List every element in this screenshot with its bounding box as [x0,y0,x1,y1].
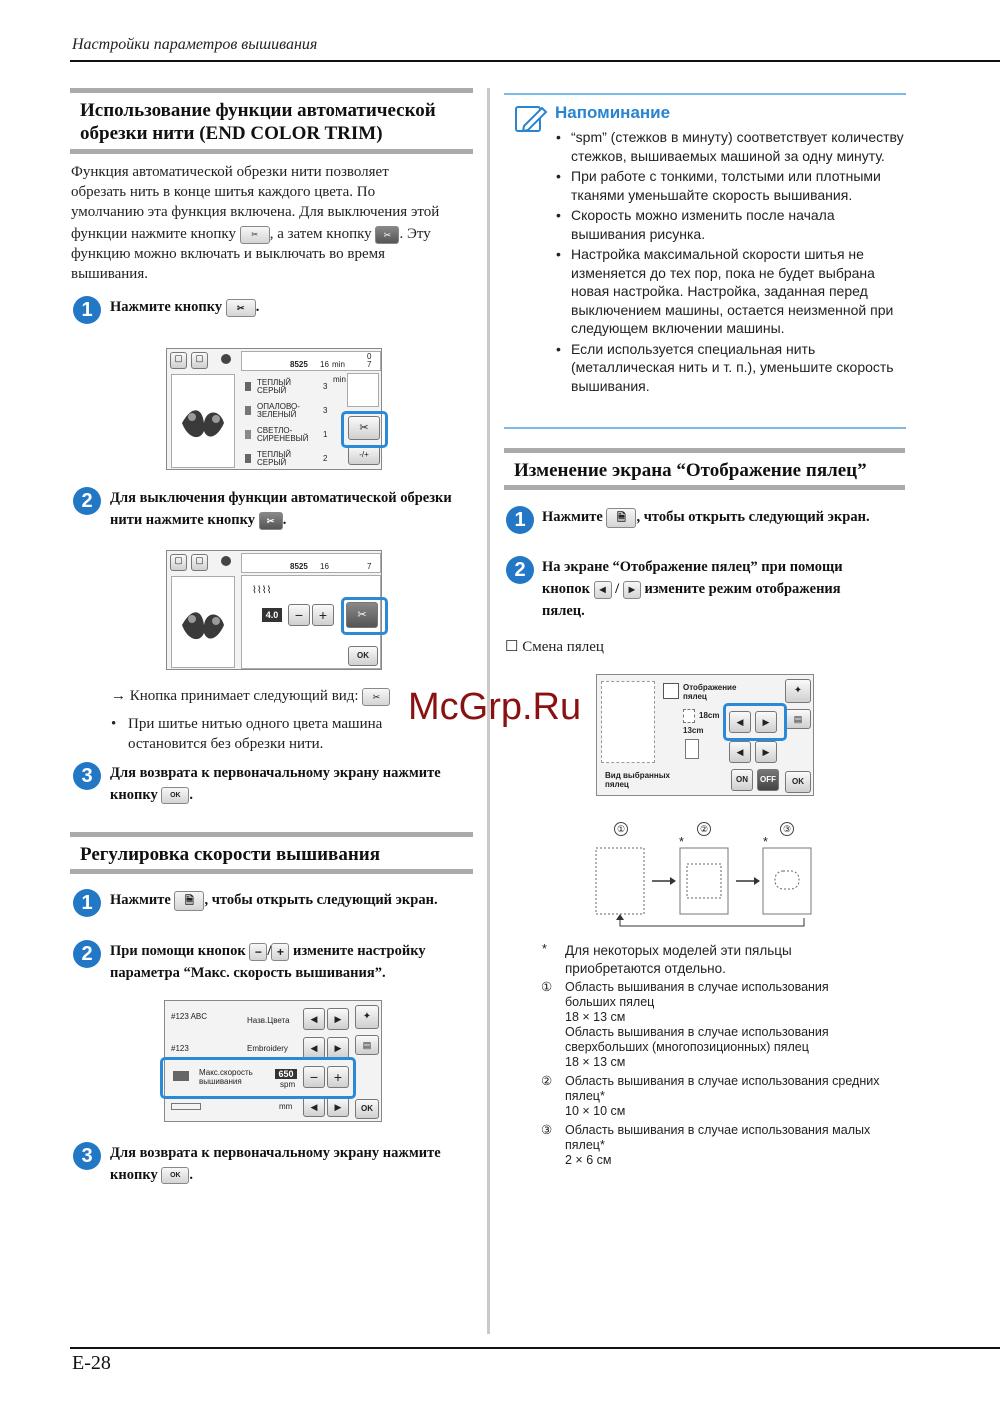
footnote-line: 18 × 13 см [565,1010,626,1024]
color-name: ОПАЛОВО- [257,402,300,411]
minus-button[interactable]: − [303,1066,325,1088]
setting-label: Назв.Цвета [247,1016,290,1025]
step-number: 2 [506,556,534,584]
step-text: / [267,943,272,959]
trim-on-icon: ✂ [375,226,399,244]
highlight-trim-button [341,411,388,448]
settings-row [167,1004,349,1034]
section-title-auto-trim: Использование функции автоматической обрезки нити (END COLOR TRIM) [70,88,473,154]
footnote-line: приобретаются отдельно. [565,961,726,976]
next-button[interactable]: ▶ [755,741,777,763]
pattern-preview [171,576,235,668]
intro-line: умолчанию эта функция включена. Для выключения этой [71,204,440,220]
stitch-counter: 8525 [290,360,308,369]
step-number: 2 [73,940,101,968]
plus-icon: + [271,943,289,961]
small-hoop-frame [763,848,811,914]
step3-text [110,762,475,806]
hoop-size-icon [683,709,695,723]
trim-settings-icon: ✂ [240,226,270,244]
footnote-line: Область вышивания в случае использования малых [565,1123,871,1137]
color-count: 2 [323,454,328,463]
memo-item: • Если используется специальная нить (металлическая нить и т. п.), уменьшите скорость вышивания. [556,340,906,396]
minus-icon: − [249,943,267,961]
prev-button[interactable]: ◀ [303,1097,325,1117]
step-text: При помощи кнопок [110,943,246,959]
butterfly-pattern-icon [172,375,234,467]
speed-value: 650 [275,1069,297,1079]
large-hoop-area [596,848,644,914]
setting-label: вышивания [199,1077,242,1086]
step-text: . [282,512,287,528]
step2-text [110,487,475,531]
prev-button[interactable]: ◀ [729,711,751,733]
plus-button[interactable]: + [312,604,334,626]
ok-button[interactable]: OK [355,1099,379,1119]
arrow-head [754,877,760,885]
step-text: нити нажмите кнопку [110,512,256,528]
on-button[interactable]: ON [731,769,753,791]
diagram-label: ② [697,822,711,836]
step-text: , чтобы открыть следующий экран. [204,892,438,908]
time-remaining: 16 [320,562,329,571]
screen-settings-button[interactable]: ▤ [355,1035,379,1055]
color-row [241,377,341,397]
step-text: . [189,1167,193,1183]
step-text: Нажмите [110,892,171,908]
setting-label: Макс.скорость [199,1068,253,1077]
time-unit: min [332,360,345,369]
step-text: Для выключения функции автоматической обрезки [110,490,452,506]
memo-pencil-icon [514,104,548,134]
color-row [241,401,341,421]
settings-page-icon: 🗎 [606,508,636,528]
color-count: 3 [323,382,328,391]
hoop-height: 13cm [683,726,704,735]
intro-line: Функция автоматической обрезки нити позволяет [71,164,389,180]
footnote-line: сверхбольших (многопозиционных) пялец [565,1040,809,1054]
hoop-preview [601,681,655,763]
intro-line: обрезать нить в конце шитья каждого цвета. По [71,184,376,200]
color-count: 1 [323,430,328,439]
step2-speed-text [110,940,475,984]
next-button[interactable]: ▶ [327,1008,349,1030]
section1-intro [71,162,481,284]
prev-button[interactable]: ◀ [729,741,751,763]
memo-list [556,128,906,397]
footnote-number: ② [541,1074,553,1088]
color-name: ТЕПЛЫЙ [257,378,292,387]
bullet-glyph: • [111,716,117,732]
trim-on-icon: ✂ [259,512,283,530]
footnote-line: 10 × 10 см [565,1104,626,1118]
small-hoop-area [775,871,799,889]
footer-divider [70,1347,1000,1349]
hoop-small-icon [685,739,699,759]
bullet-text: При шитье нитью одного цвета машина [128,716,383,732]
highlight-trim-toggle [341,597,388,635]
color-row [241,425,341,445]
highlight-arrow-buttons [723,703,787,741]
footnote-line: 18 × 13 см [565,1055,626,1069]
pattern-preview [171,374,235,468]
medium-hoop-frame [680,848,728,914]
embroidery-screen-1 [166,348,382,470]
screen-settings-button[interactable]: ▤ [785,709,811,729]
unit-label: mm [279,1102,293,1111]
zigzag-stitch-icon: ⌇⌇⌇⌇ [252,585,272,596]
footnote-1 [565,980,905,1070]
speed-unit: spm [280,1080,296,1089]
speed-unit-label: min [333,375,346,384]
ok-button[interactable]: OK [348,646,378,666]
footnote-line: пялец* [565,1089,605,1103]
step-text: измените настройку [293,943,426,959]
medium-hoop-area [687,864,721,898]
setting-label: пялец [605,780,629,789]
step-text: , чтобы открыть следующий экран. [636,509,870,525]
step-text: пялец. [542,603,585,619]
trim-value-display: 4.0 [262,608,282,622]
trim-off-icon: ✂ [362,688,390,706]
diagram-label: ③ [780,822,794,836]
hoop-width: 18cm [699,711,720,720]
color-name: ТЕПЛЫЙ [257,450,292,459]
diagram-label: ① [614,822,628,836]
footnote-line: Область вышивания в случае использования средних [565,1074,880,1088]
step-text: . [255,299,260,315]
color-name: СЕРЫЙ [257,458,287,467]
footnote-star-text [565,942,792,978]
step-text: Нажмите кнопку [110,299,223,315]
color-name: СЕРЫЙ [257,386,287,395]
step1-speed-text [110,889,438,911]
color-page-count: 7 [367,562,372,571]
step-text: кнопку [110,1167,158,1183]
step1-hoop-text [542,506,870,528]
bobbin-icon [221,556,231,566]
diagram-star: * [679,835,684,849]
color-name: ЗЕЛЕНЫЙ [257,410,297,419]
hoop-sizes-diagram [590,840,820,932]
intro-text: функции нажмите кнопку [71,226,236,242]
setting-label: Отображение [683,683,737,692]
tension-button[interactable]: -/+ [348,445,380,465]
step-text: / [615,581,620,597]
step3-speed-text [110,1142,475,1186]
thread-swatch [245,430,251,439]
footnote-number: ① [541,980,553,994]
footnote-2 [565,1074,910,1119]
memo-title: Напоминание [555,103,671,122]
setting-label: пялец [683,692,707,701]
step-text: Для возврата к первоначальному экрану нажмите [110,1145,441,1161]
step-text: измените режим отображения [644,581,841,597]
step-number: 1 [506,506,534,534]
ok-icon: OK [161,1167,189,1184]
step-text: Нажмите [542,509,603,525]
hoop-icon [663,683,679,699]
next-button[interactable]: ▶ [327,1037,349,1059]
next-button[interactable]: ▶ [327,1097,349,1117]
color-row [241,449,341,469]
off-button[interactable]: OFF [757,769,779,791]
color-count: 3 [323,406,328,415]
footnote-line: Для некоторых моделей эти пяльцы [565,943,792,958]
memo-item: • Настройка максимальной скорости шитья не изменяется до тех пор, пока не будет выбрана новая настройка. Настройка, заданная перед выключением машины, остается неизменной при следующем включении машины. [556,245,906,338]
step-text: Для возврата к первоначальному экрану нажмите [110,765,441,781]
watermark-text: McGrp.Ru [408,686,582,728]
ruler-icon [171,1103,201,1110]
arrow-head [670,877,676,885]
subhead-hoop-change: ☐ Смена пялец [505,639,604,655]
step-number: 1 [73,889,101,917]
intro-line: вышивания. [71,266,148,282]
section-title-speed: Регулировка скорости вышивания [70,832,473,874]
trim-settings-icon: ✂ [226,299,256,317]
next-button[interactable]: ▶ [755,711,777,733]
footnote-line: больших пялец [565,995,655,1009]
highlight-max-speed-row [160,1057,356,1099]
footnote-3 [565,1123,905,1168]
result-text [111,686,411,706]
machine-icon-button[interactable]: ✦ [355,1005,379,1029]
hoop-button[interactable]: ▢ [191,554,208,571]
thread-swatch [245,382,251,391]
prev-button[interactable]: ◀ [303,1037,325,1059]
status-bar [241,553,381,573]
header-divider [70,60,1000,62]
memo-item: • При работе с тонкими, толстыми или плотными тканями уменьшайте скорость вышивания. [556,167,906,204]
plus-button[interactable]: + [327,1066,349,1088]
machine-icon-button[interactable]: ✦ [785,679,811,703]
trim-settings-button[interactable]: ✂ [348,416,380,440]
color-page-current: 0 [367,352,372,361]
intro-line: функцию можно включать и выключать во время [71,246,386,262]
color-page-count: 7 [367,360,372,369]
step-text: . [189,787,193,803]
stitch-counter: 8525 [290,562,308,571]
ok-icon: OK [161,787,189,804]
thread-swatch [245,454,251,463]
color-name: СИРЕНЕВЫЙ [257,434,309,443]
return-arrow-line [620,918,804,926]
bullet-text: остановится без обрезки нити. [128,736,324,752]
setting-label: Embroidery [247,1044,288,1053]
color-name: СВЕТЛО- [257,426,293,435]
step-number: 2 [73,487,101,515]
trim-toggle-button[interactable]: ✂ [346,602,378,628]
page-header-title: Настройки параметров вышивания [72,36,318,53]
bobbin-icon [221,354,231,364]
footnote-line: 2 × 6 см [565,1153,612,1167]
intro-text: , а затем кнопку [269,226,372,242]
hoop-button[interactable]: ▢ [170,554,187,571]
right-arrow-icon: ▶ [623,581,641,599]
color-name-format-icon: #123 ABC [171,1012,208,1021]
footnote-line: пялец* [565,1138,605,1152]
color-list [241,373,345,467]
settings-page-icon: 🗎 [174,891,204,911]
left-arrow-icon: ◀ [594,581,612,599]
minus-button[interactable]: − [288,604,310,626]
result-arrow-text: → Кнопка принимает следующий вид: [111,688,359,704]
prev-button[interactable]: ◀ [303,1008,325,1030]
page-number: E-28 [72,1352,111,1374]
footnote-number: ③ [541,1123,553,1137]
step-number: 1 [73,296,101,324]
result-bullet [111,714,411,754]
hoop-button[interactable]: ▢ [191,352,208,369]
step-number: 3 [73,762,101,790]
footnote-line: Область вышивания в случае использования [565,980,829,994]
thread-number-icon: #123 [171,1044,189,1053]
step2-hoop-text [542,556,902,622]
ok-button[interactable]: OK [785,771,811,793]
memo-item: • Скорость можно изменить после начала вышивания рисунка. [556,206,906,243]
footnote-line: Область вышивания в случае использования [565,1025,829,1039]
speed-preview [347,373,379,407]
diagram-star: * [763,835,768,849]
status-bar [241,351,381,371]
step-text: На экране “Отображение пялец” при помощи [542,559,843,575]
thread-swatch [245,406,251,415]
footnote-star: * [542,942,547,956]
section-title-hoop-display: Изменение экрана “Отображение пялец” [504,448,905,490]
return-arrow-head [616,914,624,920]
step1-text [110,296,259,318]
setting-label: Вид выбранных [605,771,670,780]
intro-text: . Эту [399,226,431,242]
time-remaining: 16 [320,360,329,369]
step-text: параметра “Макс. скорость вышивания”. [110,965,386,981]
step-number: 3 [73,1142,101,1170]
step-text: кнопку [110,787,158,803]
hoop-button[interactable]: ▢ [170,352,187,369]
butterfly-pattern-icon [172,577,234,667]
memo-item: • “spm” (стежков в минуту) соответствует количеству стежков, вышиваемых машиной за одну минуту. [556,128,906,165]
step-text: кнопок [542,581,590,597]
